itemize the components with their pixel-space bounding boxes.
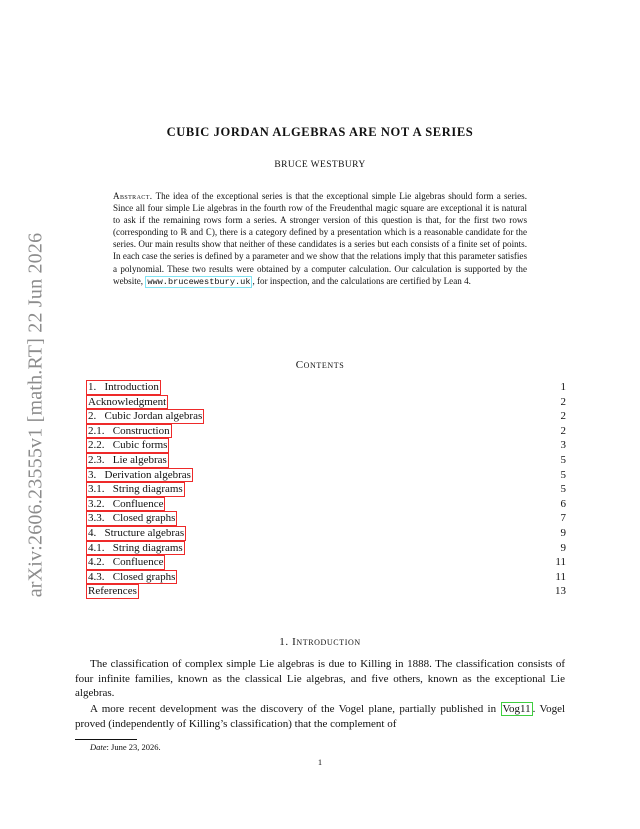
toc-entry-page: 9 <box>560 526 566 539</box>
toc-entry-page: 5 <box>560 453 566 466</box>
toc-entry-link[interactable]: 1. Introduction <box>88 381 159 393</box>
abstract-heading: Abstract. <box>113 191 153 201</box>
toc-entry-link[interactable]: 4.2. Confluence <box>88 556 164 569</box>
toc-entry-link[interactable]: 4.3. Closed graphs <box>88 570 176 583</box>
toc-entry-page: 1 <box>560 381 566 393</box>
toc-entry-link[interactable]: 4. Structure algebras <box>88 526 185 539</box>
toc-entry-page: 7 <box>560 512 566 525</box>
toc-entry <box>86 570 566 585</box>
toc-entry-link[interactable]: 3.3. Closed graphs <box>88 512 176 525</box>
toc-entry <box>86 526 566 541</box>
toc-entry <box>86 395 566 410</box>
toc-entry <box>86 453 566 468</box>
toc-entry-link[interactable]: 2.3. Lie algebras <box>88 453 167 466</box>
toc-entry-page: 5 <box>560 483 566 496</box>
intro-paragraph-2-start: A more recent development was the discovery of the Vogel plane, partially published in <box>90 703 501 715</box>
toc-entry-link[interactable]: 2.1. Construction <box>88 424 170 437</box>
footnote-label: Date <box>90 742 107 752</box>
paper-title: CUBIC JORDAN ALGEBRAS ARE NOT A SERIES <box>166 125 474 139</box>
website-link[interactable]: www.brucewestbury.uk <box>147 276 251 287</box>
toc-entry-page: 5 <box>560 468 566 481</box>
contents-heading: Contents <box>295 359 345 371</box>
section-heading: 1. Introduction <box>279 636 361 648</box>
arxiv-identifier-stamp: arXiv:2606.23555v1 [math.RT] 22 Jun 2026 <box>24 232 47 598</box>
toc-entry-page: 6 <box>560 497 566 510</box>
toc-entry-link[interactable]: 3.2. Confluence <box>88 497 164 510</box>
toc-entry <box>86 584 566 599</box>
author-name: BRUCE WESTBURY <box>274 160 366 170</box>
intro-paragraph-2-end: . Vogel proved (independently of Killing’s classification) that the complement of <box>75 703 566 730</box>
toc-entry-link[interactable]: 3. Derivation algebras <box>88 468 191 481</box>
toc-entry-page: 11 <box>555 556 566 569</box>
toc-entry <box>86 497 566 512</box>
toc-entry <box>86 555 566 570</box>
toc-entry-link[interactable]: References <box>88 585 137 598</box>
toc-entry-link[interactable]: Acknowledgment <box>88 395 167 408</box>
toc-entry-page: 2 <box>560 410 566 423</box>
abstract-text-end: , for inspection, and the calculations are certified by Lean 4. <box>252 275 471 286</box>
table-of-contents <box>86 380 566 599</box>
abstract <box>113 190 527 288</box>
page-number: 1 <box>317 757 323 767</box>
toc-entry <box>86 541 566 556</box>
toc-entry-page: 9 <box>560 541 566 554</box>
toc-entry <box>86 468 566 483</box>
toc-entry-page: 2 <box>560 395 566 408</box>
toc-entry <box>86 424 566 439</box>
toc-entry <box>86 482 566 497</box>
footnote-text: : June 23, 2026. <box>106 742 161 752</box>
intro-paragraph-1: The classification of complex simple Lie algebras is due to Killing in 1888. The classification consists of four infinite families, known as the classical Lie algebras, and five others, known as the exceptional Lie algebras. <box>75 658 565 699</box>
intro-paragraph-2 <box>75 702 565 731</box>
toc-entry <box>86 511 566 526</box>
toc-entry <box>86 409 566 424</box>
toc-entry-link[interactable]: 4.1. String diagrams <box>88 541 183 554</box>
toc-entry-page: 2 <box>560 424 566 437</box>
toc-entry-page: 11 <box>555 570 566 583</box>
abstract-text: The idea of the exceptional series is that the exceptional simple Lie algebras should form a series. Since all four simple Lie algebras in the fourth row of the Freudenthal magic square are exceptional it is natural to ask if the remaining rows form a series. A stronger version of this question is that, for the first two rows (corresponding to ℝ and ℂ), there is a category defined by a presentation which is a reasonable candidate for the series. Our main results show that neither of these candidates is a series but each consists of a finite set of points. In each case the series is defined by a parameter and we show that the relations imply that this parameter satisfies a polynomial. These two results were obtained by a computer calculation. Our calculation is supported by the website, <box>113 191 527 286</box>
citation-link-vog11[interactable]: Vog11 <box>502 703 531 715</box>
footnote-date <box>90 742 161 752</box>
toc-entry-page: 3 <box>560 439 566 452</box>
footnote-rule <box>75 739 137 740</box>
toc-entry-link[interactable]: 2. Cubic Jordan algebras <box>88 410 203 423</box>
toc-entry <box>86 438 566 453</box>
toc-entry <box>86 380 566 395</box>
toc-entry-page: 13 <box>555 585 566 598</box>
toc-entry-link[interactable]: 3.1. String diagrams <box>88 483 183 496</box>
toc-entry-link[interactable]: 2.2. Cubic forms <box>88 439 168 452</box>
